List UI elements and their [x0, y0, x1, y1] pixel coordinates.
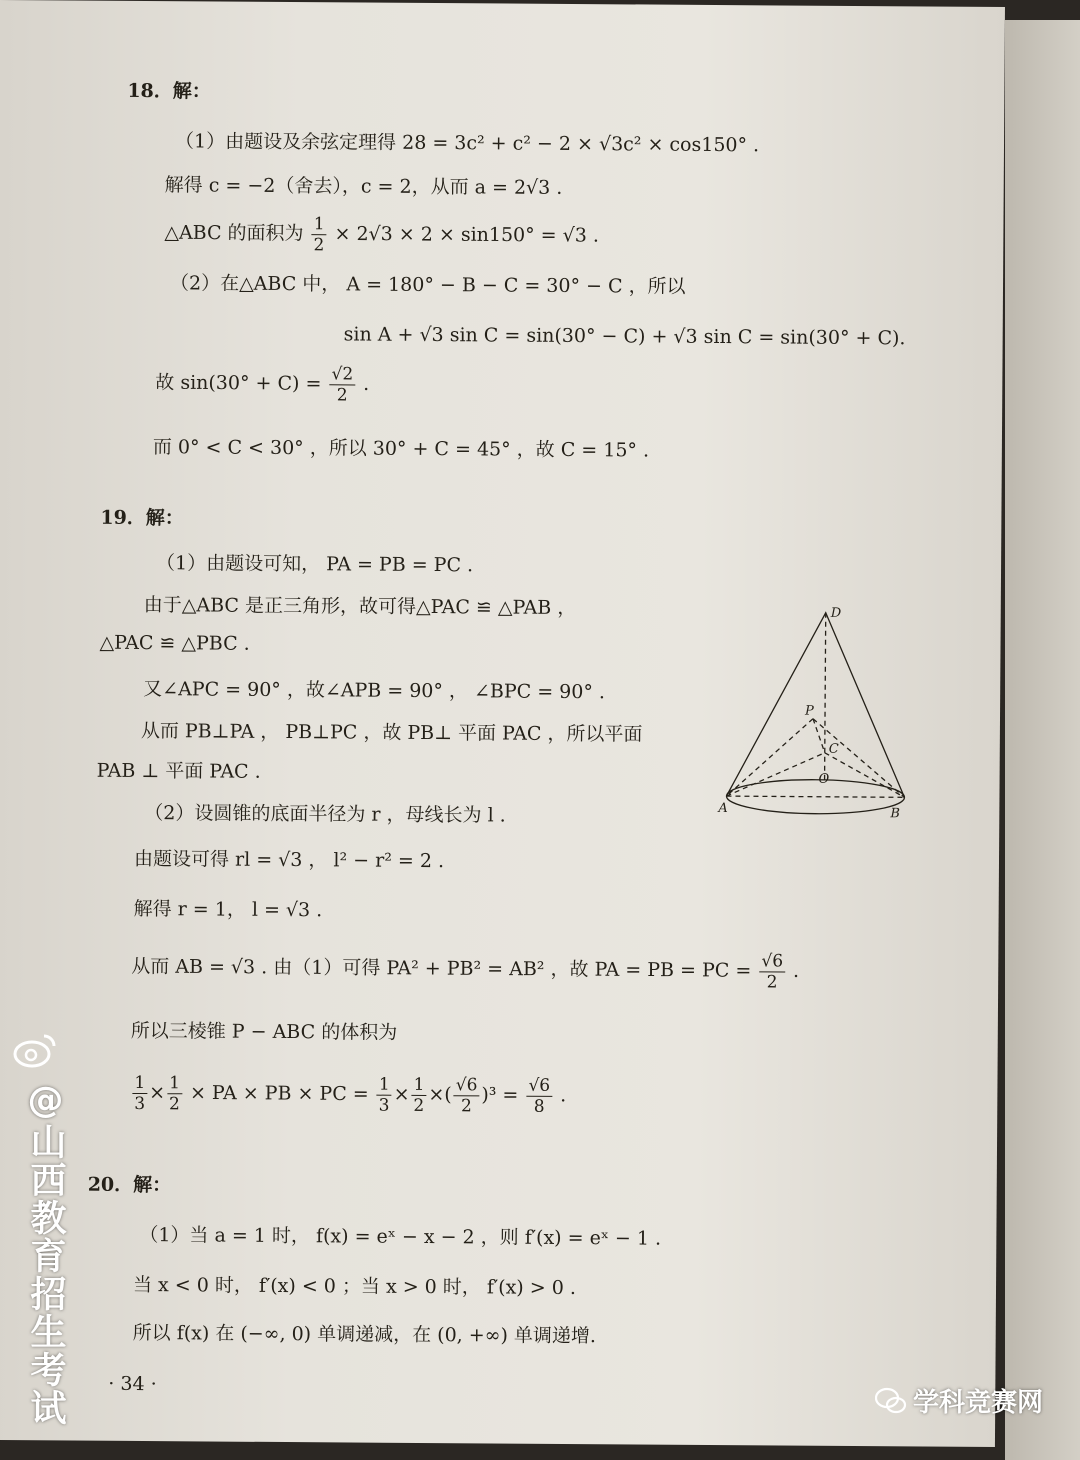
equation-end: .: [560, 1084, 567, 1107]
q18-line4: （2）在△ABC 中， A = 180° − B − C = 30° − C ，所以: [169, 272, 686, 298]
label-b: B: [890, 806, 900, 822]
q20-heading: 20．解：: [87, 1173, 172, 1197]
label-o: O: [818, 771, 830, 787]
adjacent-page: [1005, 20, 1080, 1460]
cone-slant-edges: [726, 612, 905, 797]
q19-line9: 解得 r = 1， l = √3 .: [133, 897, 323, 922]
q19-line11: 所以三棱锥 P − ABC 的体积为: [130, 1019, 398, 1044]
q18-line3-text: △ABC 的面积为: [164, 221, 304, 245]
q18-line2: 解得 c = −2（舍去），c = 2，从而 a = 2√3 .: [164, 174, 563, 199]
fraction: $\frac{√6}{2}$: [454, 1075, 480, 1116]
edge-ab: [726, 796, 904, 797]
label-a: A: [718, 801, 728, 817]
q19-line8: 由题设可得 rl = √3 ， l² − r² = 2 .: [133, 847, 445, 873]
q20-line1: （1）当 a = 1 时， f(x) = eˣ − x − 2 ，则 f′(x) = eˣ − 1 .: [139, 1224, 662, 1250]
watermark-wechat: [875, 1382, 1043, 1419]
q19-line5: 从而 PB⊥PA ， PB⊥PC ，故 PB⊥ 平面 PAC ，所以平面: [140, 720, 643, 746]
q18-line3-tail: × 2√3 × 2 × sin150° = √3 .: [334, 222, 600, 247]
q18-heading: 18．解：: [127, 79, 211, 103]
equation-middle: × PA × PB × PC =: [189, 1081, 369, 1106]
q18-line3: [164, 213, 599, 257]
fraction: $\frac{√6}{2}$: [759, 951, 785, 992]
edge-cb: [824, 753, 904, 798]
q18-line5: sin A + √3 sin C = sin(30° − C) + √3 sin C = sin(30° + C).: [343, 323, 906, 350]
q20-line2: 当 x < 0 时， f′(x) < 0 ；当 x > 0 时， f′(x) > 0 .: [132, 1273, 577, 1300]
weibo-icon: [12, 1030, 58, 1070]
page-number: · 34 ·: [108, 1372, 157, 1396]
q18-line6-text: 故 sin(30° + C) =: [155, 371, 322, 395]
fraction: $\frac{1}{2}$: [313, 214, 325, 256]
fraction: $\frac{√6}{8}$: [526, 1076, 552, 1117]
q19-line1: （1）由题设可知， PA = PB = PC .: [155, 552, 474, 577]
cone-axis: [825, 613, 826, 781]
q19-line4: 又∠APC = 90° ，故∠APB = 90° ， ∠BPC = 90° .: [143, 678, 606, 704]
q19-line6: PAB ⊥ 平面 PAC .: [96, 759, 261, 783]
q18-line6-tail: .: [363, 373, 370, 396]
q19-volume-equation: $\frac{1}{3}$ × $\frac{1}{2}$ × PA × PB × PC = $\frac{1}{3}$ × $\frac{1}{2}$ ×( $\frac{√6}{2}$ )³ = $\frac{√6}{8}$ .: [134, 1072, 567, 1117]
label-d: D: [830, 605, 842, 621]
fraction: $\frac{1}{2}$: [413, 1074, 425, 1116]
edge-ac: [726, 752, 824, 797]
fraction: $\frac{1}{3}$: [134, 1072, 146, 1115]
q19-line10: [131, 947, 799, 993]
q19-line7: （2）设圆锥的底面半径为 r ，母线长为 l .: [144, 802, 506, 827]
q18-line7: 而 0° < C < 30° ，所以 30° + C = 45° ，故 C = 15° .: [152, 436, 650, 462]
edge-pa: [726, 718, 813, 797]
fraction: $\frac{1}{3}$: [378, 1074, 390, 1116]
watermark-wechat-text: 学科竞赛网: [913, 1388, 1044, 1418]
q18-line1: （1）由题设及余弦定理得 28 = 3c² + c² − 2 × √3c² × cos150° .: [174, 130, 760, 157]
q19-heading: 19．解：: [100, 506, 184, 530]
label-p: P: [805, 703, 814, 719]
cone-diagram: [714, 600, 916, 826]
q19-line10-tail: .: [792, 960, 800, 983]
q18-line6: [155, 363, 369, 405]
q19-line2: 由于△ABC 是正三角形，故可得△PAC ≌ △PAB ，: [143, 594, 577, 620]
edge-pc: [813, 719, 825, 753]
q19-line10-text: 从而 AB = √3 . 由（1）可得 PA² + PB² = AB² ，故 PA = PB = PC =: [131, 955, 752, 982]
equation-power: )³ =: [481, 1083, 519, 1107]
label-c: C: [828, 741, 839, 757]
watermark-weibo: @山西教育招生考试: [25, 1080, 66, 1427]
wechat-icon: [875, 1387, 907, 1415]
q19-line3: △PAC ≌ △PBC .: [99, 631, 250, 655]
fraction: $\frac{√2}{2}$: [329, 364, 355, 405]
fraction: $\frac{1}{2}$: [168, 1073, 181, 1115]
q20-line3: 所以 f(x) 在 (−∞, 0) 单调递减，在 (0, +∞) 单调递增.: [132, 1321, 597, 1348]
